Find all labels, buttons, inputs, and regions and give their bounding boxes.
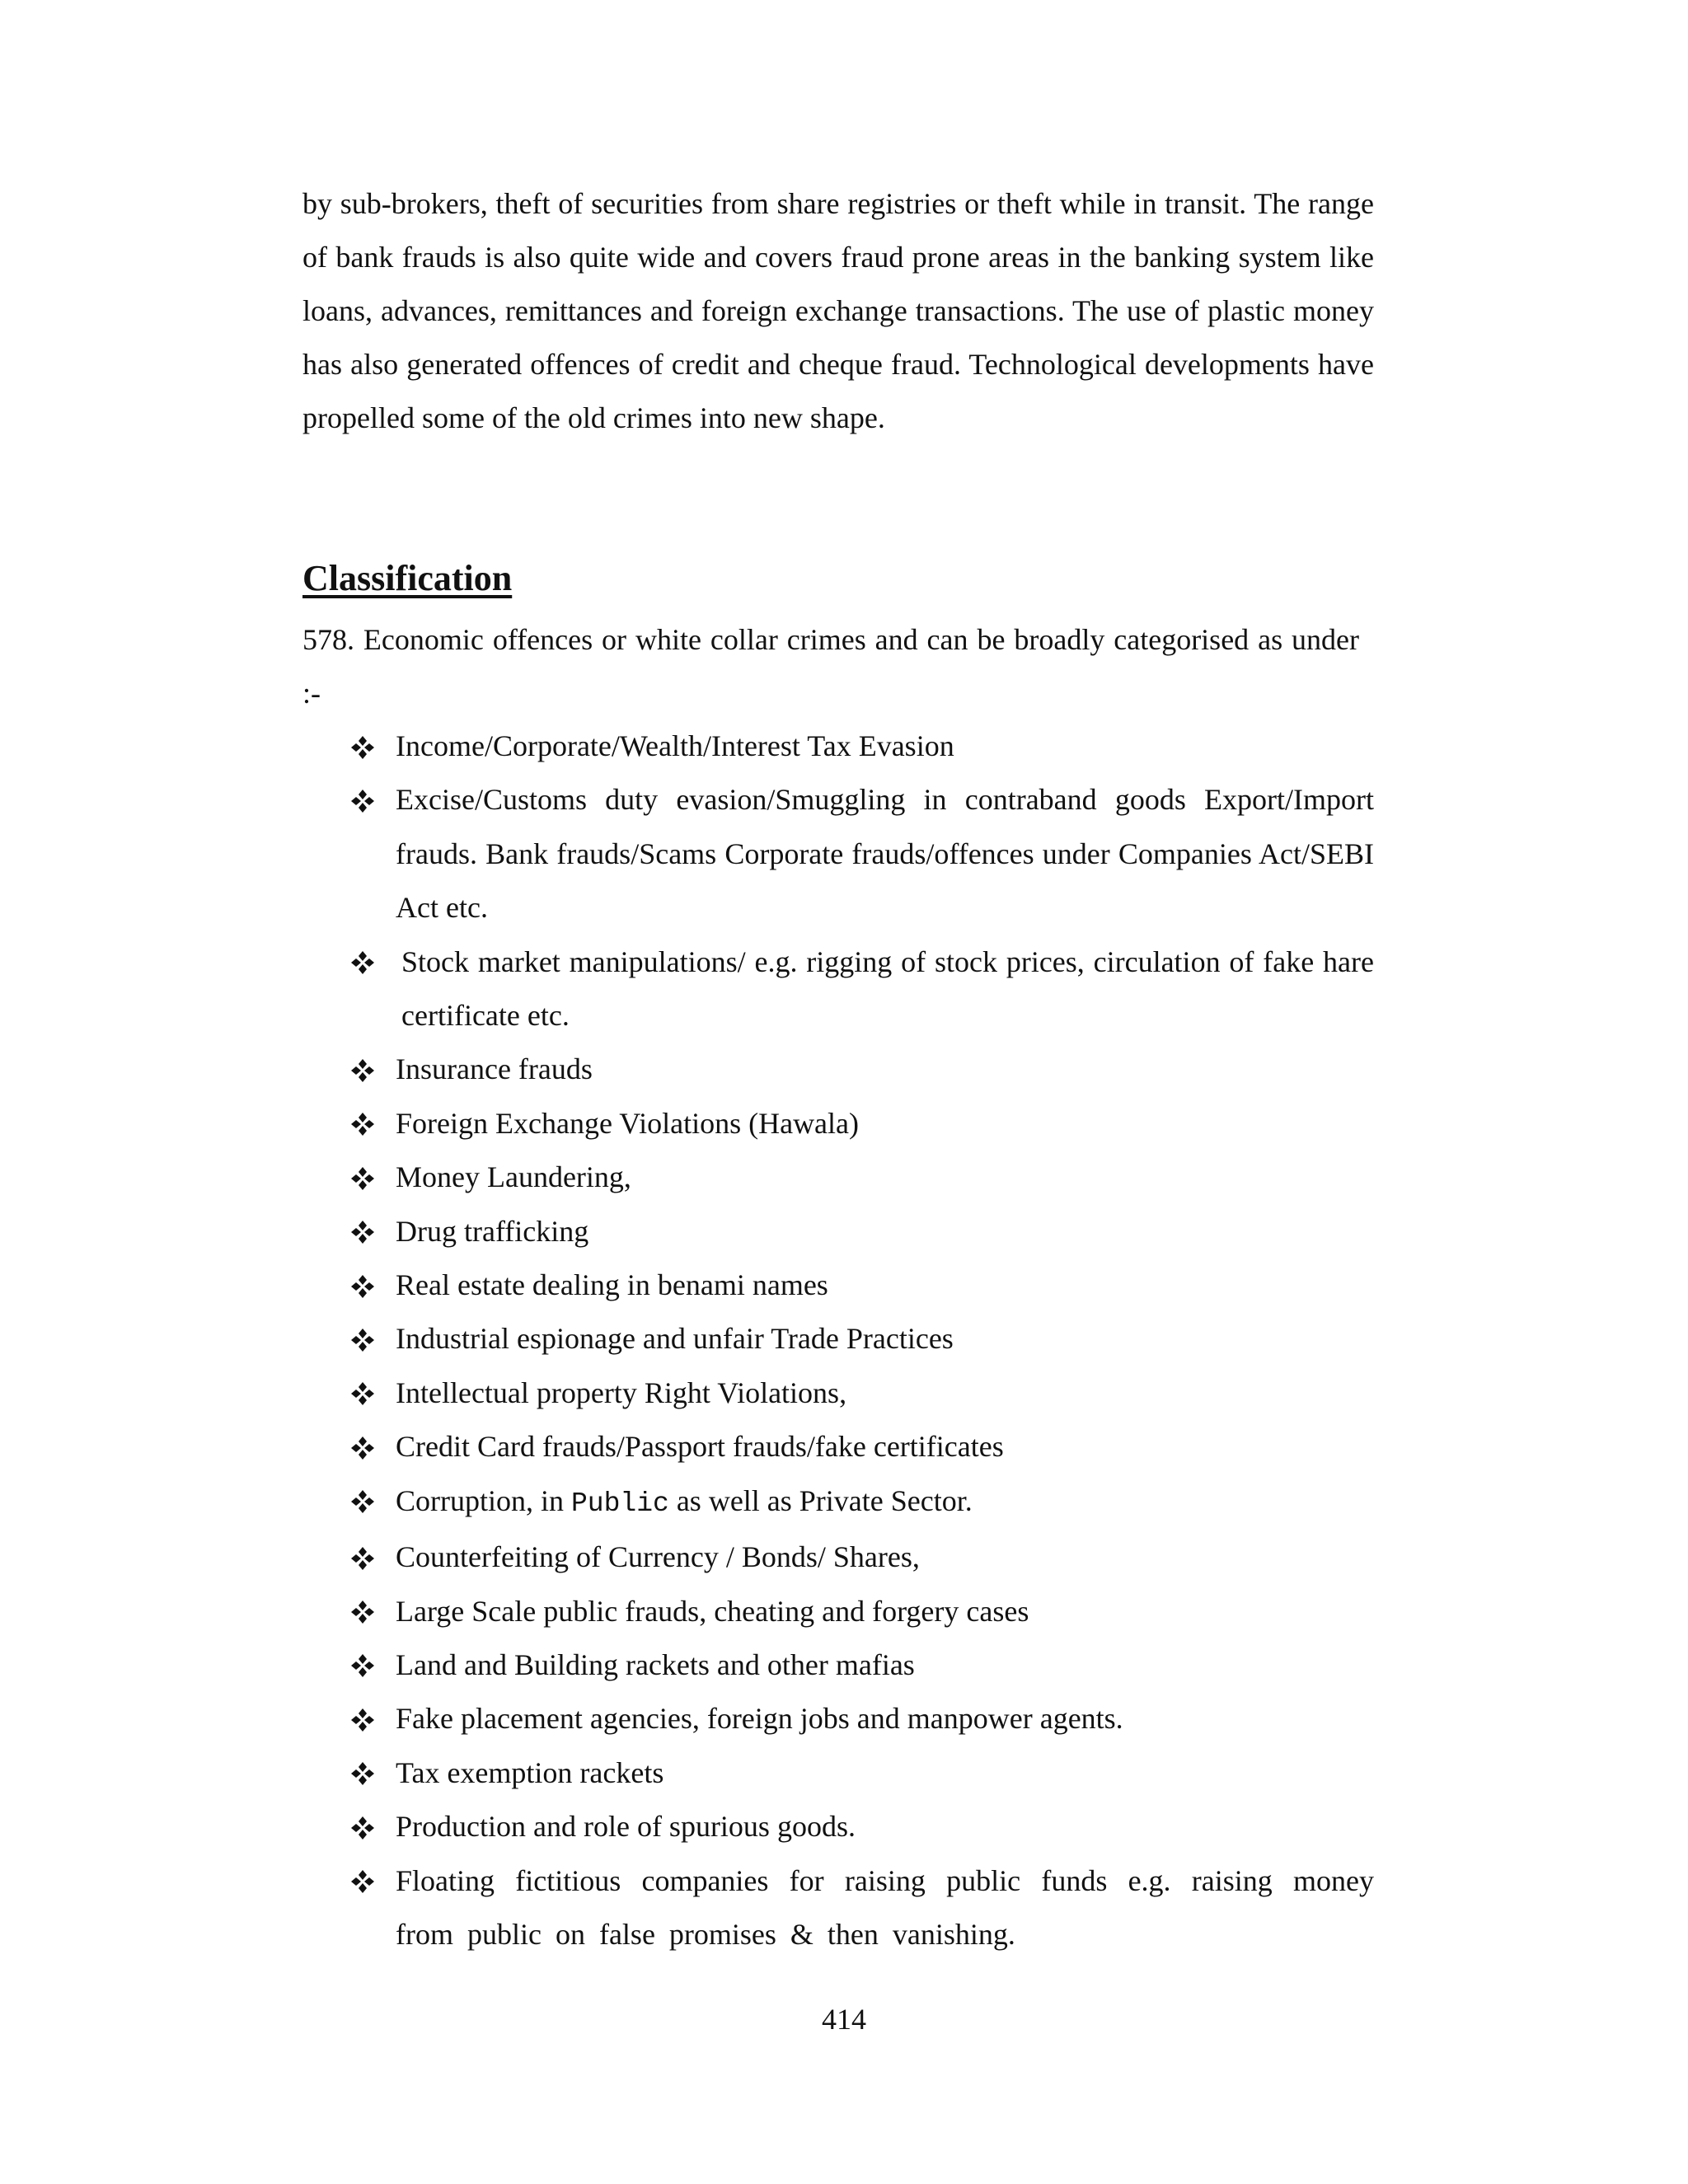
list-item-text: Drug trafficking	[396, 1214, 589, 1248]
list-item-text: Intellectual property Right Violations,	[396, 1376, 847, 1409]
section-heading: Classification	[302, 558, 513, 598]
list-item	[302, 1205, 1374, 1258]
four-diamond-bullet-icon	[350, 773, 383, 827]
list-item	[302, 1692, 1374, 1746]
list-item	[302, 719, 1374, 773]
list-item	[302, 773, 1374, 935]
list-item-text: Large Scale public frauds, cheating and forgery cases	[396, 1594, 1029, 1628]
page-number: 414	[822, 2003, 866, 2036]
list-item-text: Money Laundering,	[396, 1160, 631, 1194]
four-diamond-bullet-icon	[350, 1205, 383, 1258]
list-item	[302, 1366, 1374, 1420]
list-item-text: Foreign Exchange Violations (Hawala)	[396, 1106, 860, 1140]
list-item	[302, 1530, 1374, 1584]
four-diamond-bullet-icon	[350, 1530, 383, 1584]
list-item	[302, 1638, 1374, 1692]
four-diamond-bullet-icon	[350, 1043, 383, 1096]
list-item-text: Fake placement agencies, foreign jobs and manpower agents.	[396, 1702, 1123, 1736]
list-item	[302, 1097, 1374, 1151]
list-item-text	[396, 1484, 973, 1517]
list-item-text: Credit Card frauds/Passport frauds/fake certificates	[396, 1430, 1004, 1464]
four-diamond-bullet-icon	[350, 1258, 383, 1312]
list-item	[302, 1258, 1374, 1312]
list-item-text: Income/Corporate/Wealth/Interest Tax Evasion	[396, 729, 954, 762]
list-item-text: Real estate dealing in benami names	[396, 1268, 828, 1302]
list-item-text-mono: Public	[571, 1488, 669, 1519]
four-diamond-bullet-icon	[350, 1366, 383, 1420]
four-diamond-bullet-icon	[350, 1312, 383, 1366]
list-item-text: Excise/Customs duty evasion/Smuggling in contraband goods Export/Import frauds. Bank frauds/Scams Corporate frauds/offences under Companies Act/SEBI Act etc.	[396, 783, 1374, 925]
four-diamond-bullet-icon	[350, 1097, 383, 1151]
list-item-text: Floating fictitious companies for raising public funds e.g. raising money from public on false promises & then vanishing.	[396, 1863, 1374, 1951]
four-diamond-bullet-icon	[350, 935, 383, 989]
list-item	[302, 935, 1374, 1043]
list-item	[302, 1312, 1374, 1366]
classification-list	[302, 719, 1374, 1961]
four-diamond-bullet-icon	[350, 1692, 383, 1746]
four-diamond-bullet-icon	[350, 1585, 383, 1638]
four-diamond-bullet-icon	[350, 1746, 383, 1800]
four-diamond-bullet-icon	[350, 1854, 383, 1908]
list-item-text-before: Corruption, in	[396, 1483, 571, 1517]
list-item	[302, 1854, 1374, 1962]
list-item-text: Industrial espionage and unfair Trade Practices	[396, 1322, 954, 1356]
four-diamond-bullet-icon	[350, 719, 383, 773]
list-item-text: Land and Building rackets and other mafias	[396, 1647, 915, 1681]
list-item	[302, 1151, 1374, 1204]
four-diamond-bullet-icon	[350, 1420, 383, 1474]
list-item-text-after: as well as Private Sector.	[668, 1483, 973, 1517]
four-diamond-bullet-icon	[350, 1638, 383, 1692]
list-item-text: Tax exemption rackets	[396, 1755, 664, 1789]
list-item	[302, 1043, 1374, 1096]
lead-paragraph: 578. Economic offences or white collar crimes and can be broadly categorised as under :-	[302, 623, 1359, 710]
list-item	[302, 1474, 1374, 1530]
list-item-text: Stock market manipulations/ e.g. rigging of stock prices, circulation of fake hare certificate etc.	[401, 944, 1374, 1033]
list-item-text: Production and role of spurious goods.	[396, 1810, 856, 1844]
list-item-text: Insurance frauds	[396, 1052, 593, 1086]
list-item	[302, 1420, 1374, 1474]
four-diamond-bullet-icon	[350, 1474, 383, 1528]
four-diamond-bullet-icon	[350, 1151, 383, 1204]
list-item	[302, 1746, 1374, 1800]
list-item-text: Counterfeiting of Currency / Bonds/ Shares,	[396, 1540, 920, 1574]
list-item	[302, 1585, 1374, 1638]
intro-paragraph: by sub-brokers, theft of securities from share registries or theft while in transit. The range of bank frauds is also quite wide and covers fraud prone areas in the banking system like loans, advances, remittances and foreign exchange transactions. The use of plastic money has also generated offences of credit and cheque fraud. Technological developments have propelled some of the old crimes into new shape.	[302, 187, 1374, 434]
list-item	[302, 1800, 1374, 1854]
four-diamond-bullet-icon	[350, 1800, 383, 1854]
